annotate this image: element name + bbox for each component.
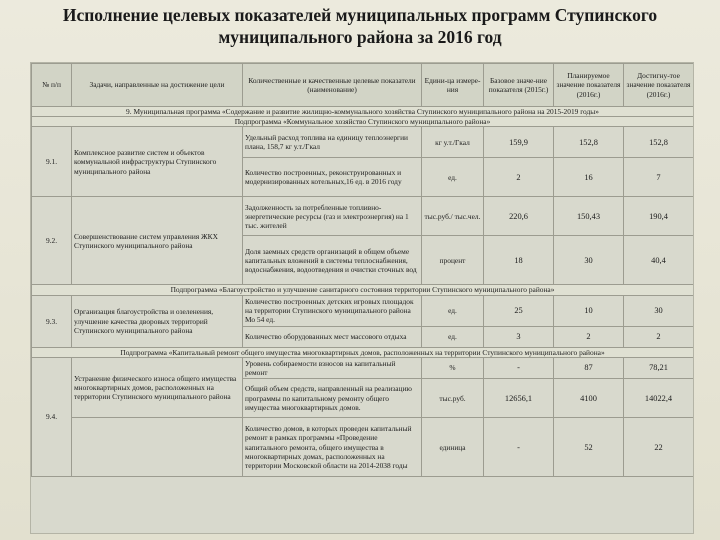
row-plan: 152,8 — [554, 127, 624, 158]
row-plan: 87 — [554, 357, 624, 378]
subprogram-communal: Подпрограмма «Коммунальное хозяйство Ступинского муниципального района» — [32, 117, 694, 127]
row-base: - — [484, 357, 554, 378]
row-unit: единица — [422, 418, 484, 477]
title-line-2: муниципального района за 2016 год — [218, 27, 502, 47]
row-plan: 16 — [554, 158, 624, 197]
table-row — [32, 295, 694, 326]
col-indicator: Количественные и качественные целевые показатели (наименование) — [243, 64, 422, 107]
row-base: 159,9 — [484, 127, 554, 158]
title-line-1: Исполнение целевых показателей муниципальных программ Ступинского — [62, 5, 658, 25]
section-row — [32, 107, 694, 117]
table-row — [32, 127, 694, 158]
col-unit: Едини-ца измере-ния — [422, 64, 484, 107]
col-base: Базовое значе-ние показателя (2015г.) — [484, 64, 554, 107]
row-indicator: Общий объем средств, направленный на реализацию программы по капитальному ремонту общего имущества многоквартирных домов. — [243, 379, 422, 418]
row-base: 12656,1 — [484, 379, 554, 418]
row-plan: 52 — [554, 418, 624, 477]
row-base: 18 — [484, 236, 554, 285]
row-plan: 2 — [554, 326, 624, 347]
row-plan: 150,43 — [554, 197, 624, 236]
row-no: 9.4. — [32, 357, 72, 476]
row-task-empty — [72, 418, 243, 477]
row-unit: % — [422, 357, 484, 378]
row-base: 220,6 — [484, 197, 554, 236]
row-plan: 10 — [554, 295, 624, 326]
row-fact: 78,21 — [624, 357, 694, 378]
row-indicator: Уровень собираемости взносов на капитальный ремонт — [243, 357, 422, 378]
row-task: Комплексное развитие систем и объектов коммунальной инфраструктуры Ступинского муниципального района — [72, 127, 243, 197]
section-row — [32, 285, 694, 295]
row-indicator: Количество домов, в которых проведен капитальный ремонт в рамках программы «Проведение капитального ремонта, общего имущества в многоквартирных домах, расположенных на территории Московской области на 2014-2038 годы — [243, 418, 422, 477]
row-fact: 30 — [624, 295, 694, 326]
row-fact: 14022,4 — [624, 379, 694, 418]
indicators-table-panel — [30, 62, 694, 534]
row-unit: ед. — [422, 326, 484, 347]
row-no: 9.3. — [32, 295, 72, 347]
row-unit: ед. — [422, 295, 484, 326]
row-base: 25 — [484, 295, 554, 326]
row-task: Устранение физического износа общего имущества многоквартирных домов, расположенных на территории Ступинского муниципального района — [72, 357, 243, 417]
page-title — [0, 4, 720, 48]
col-plan: Планируемое значение показателя (2016г.) — [554, 64, 624, 107]
section-row — [32, 117, 694, 127]
row-plan: 4100 — [554, 379, 624, 418]
row-base: - — [484, 418, 554, 477]
subprogram-landscaping: Подпрограмма «Благоустройство и улучшение санитарного состояния территории Ступинского муниципального района» — [32, 285, 694, 295]
row-indicator: Количество построенных, реконструированных и модернизированных котельных,16 ед. в 2016 году — [243, 158, 422, 197]
table-row — [32, 418, 694, 477]
row-fact: 152,8 — [624, 127, 694, 158]
row-unit: процент — [422, 236, 484, 285]
row-plan: 30 — [554, 236, 624, 285]
subprogram-capital-repair: Подпрограмма «Капитальный ремонт общего имущества многоквартирных домов, расположенных на территории Ступинского муниципального района» — [32, 347, 694, 357]
row-indicator: Задолженность за потребленные топливно-энергетические ресурсы (газ и электроэнергия) на 1 тыс. жителей — [243, 197, 422, 236]
indicators-table — [31, 63, 694, 477]
row-unit: ед. — [422, 158, 484, 197]
row-indicator: Удельный расход топлива на единицу теплоэнергии плана, 158,7 кг у.т./Гкал — [243, 127, 422, 158]
row-indicator: Количество построенных детских игровых площадок на территории Ступинского муниципального района Мо 54 ед. — [243, 295, 422, 326]
table-row — [32, 357, 694, 378]
row-fact: 190,4 — [624, 197, 694, 236]
row-unit: тыс.руб./ тыс.чел. — [422, 197, 484, 236]
header-row — [32, 64, 694, 107]
col-no: № п/п — [32, 64, 72, 107]
row-unit: тыс.руб. — [422, 379, 484, 418]
row-task: Совершенствование систем управления ЖКХ Ступинского муниципального района — [72, 197, 243, 285]
col-fact: Достигну-тое значение показателя (2016г.) — [624, 64, 694, 107]
row-fact: 2 — [624, 326, 694, 347]
row-base: 3 — [484, 326, 554, 347]
row-indicator: Количество оборудованных мест массового отдыха — [243, 326, 422, 347]
row-base: 2 — [484, 158, 554, 197]
row-indicator: Доля заемных средств организаций в общем объеме капитальных вложений в системы теплоснабжения, водоснабжения, водоотведения и очистки сточных вод — [243, 236, 422, 285]
row-fact: 40,4 — [624, 236, 694, 285]
row-task: Организация благоустройства и озеленения, улучшение качества дворовых территорий Ступинского муниципального района — [72, 295, 243, 347]
section-row — [32, 347, 694, 357]
table-row — [32, 197, 694, 236]
col-task: Задачи, направленные на достижение цели — [72, 64, 243, 107]
row-no: 9.2. — [32, 197, 72, 285]
row-no: 9.1. — [32, 127, 72, 197]
row-fact: 7 — [624, 158, 694, 197]
row-unit: кг у.т./Гкал — [422, 127, 484, 158]
row-fact: 22 — [624, 418, 694, 477]
program-9-title: 9. Муниципальная программа «Содержание и развитие жилищно-коммунального хозяйства Ступинского муниципального района на 2015-2019 годы» — [32, 107, 694, 117]
